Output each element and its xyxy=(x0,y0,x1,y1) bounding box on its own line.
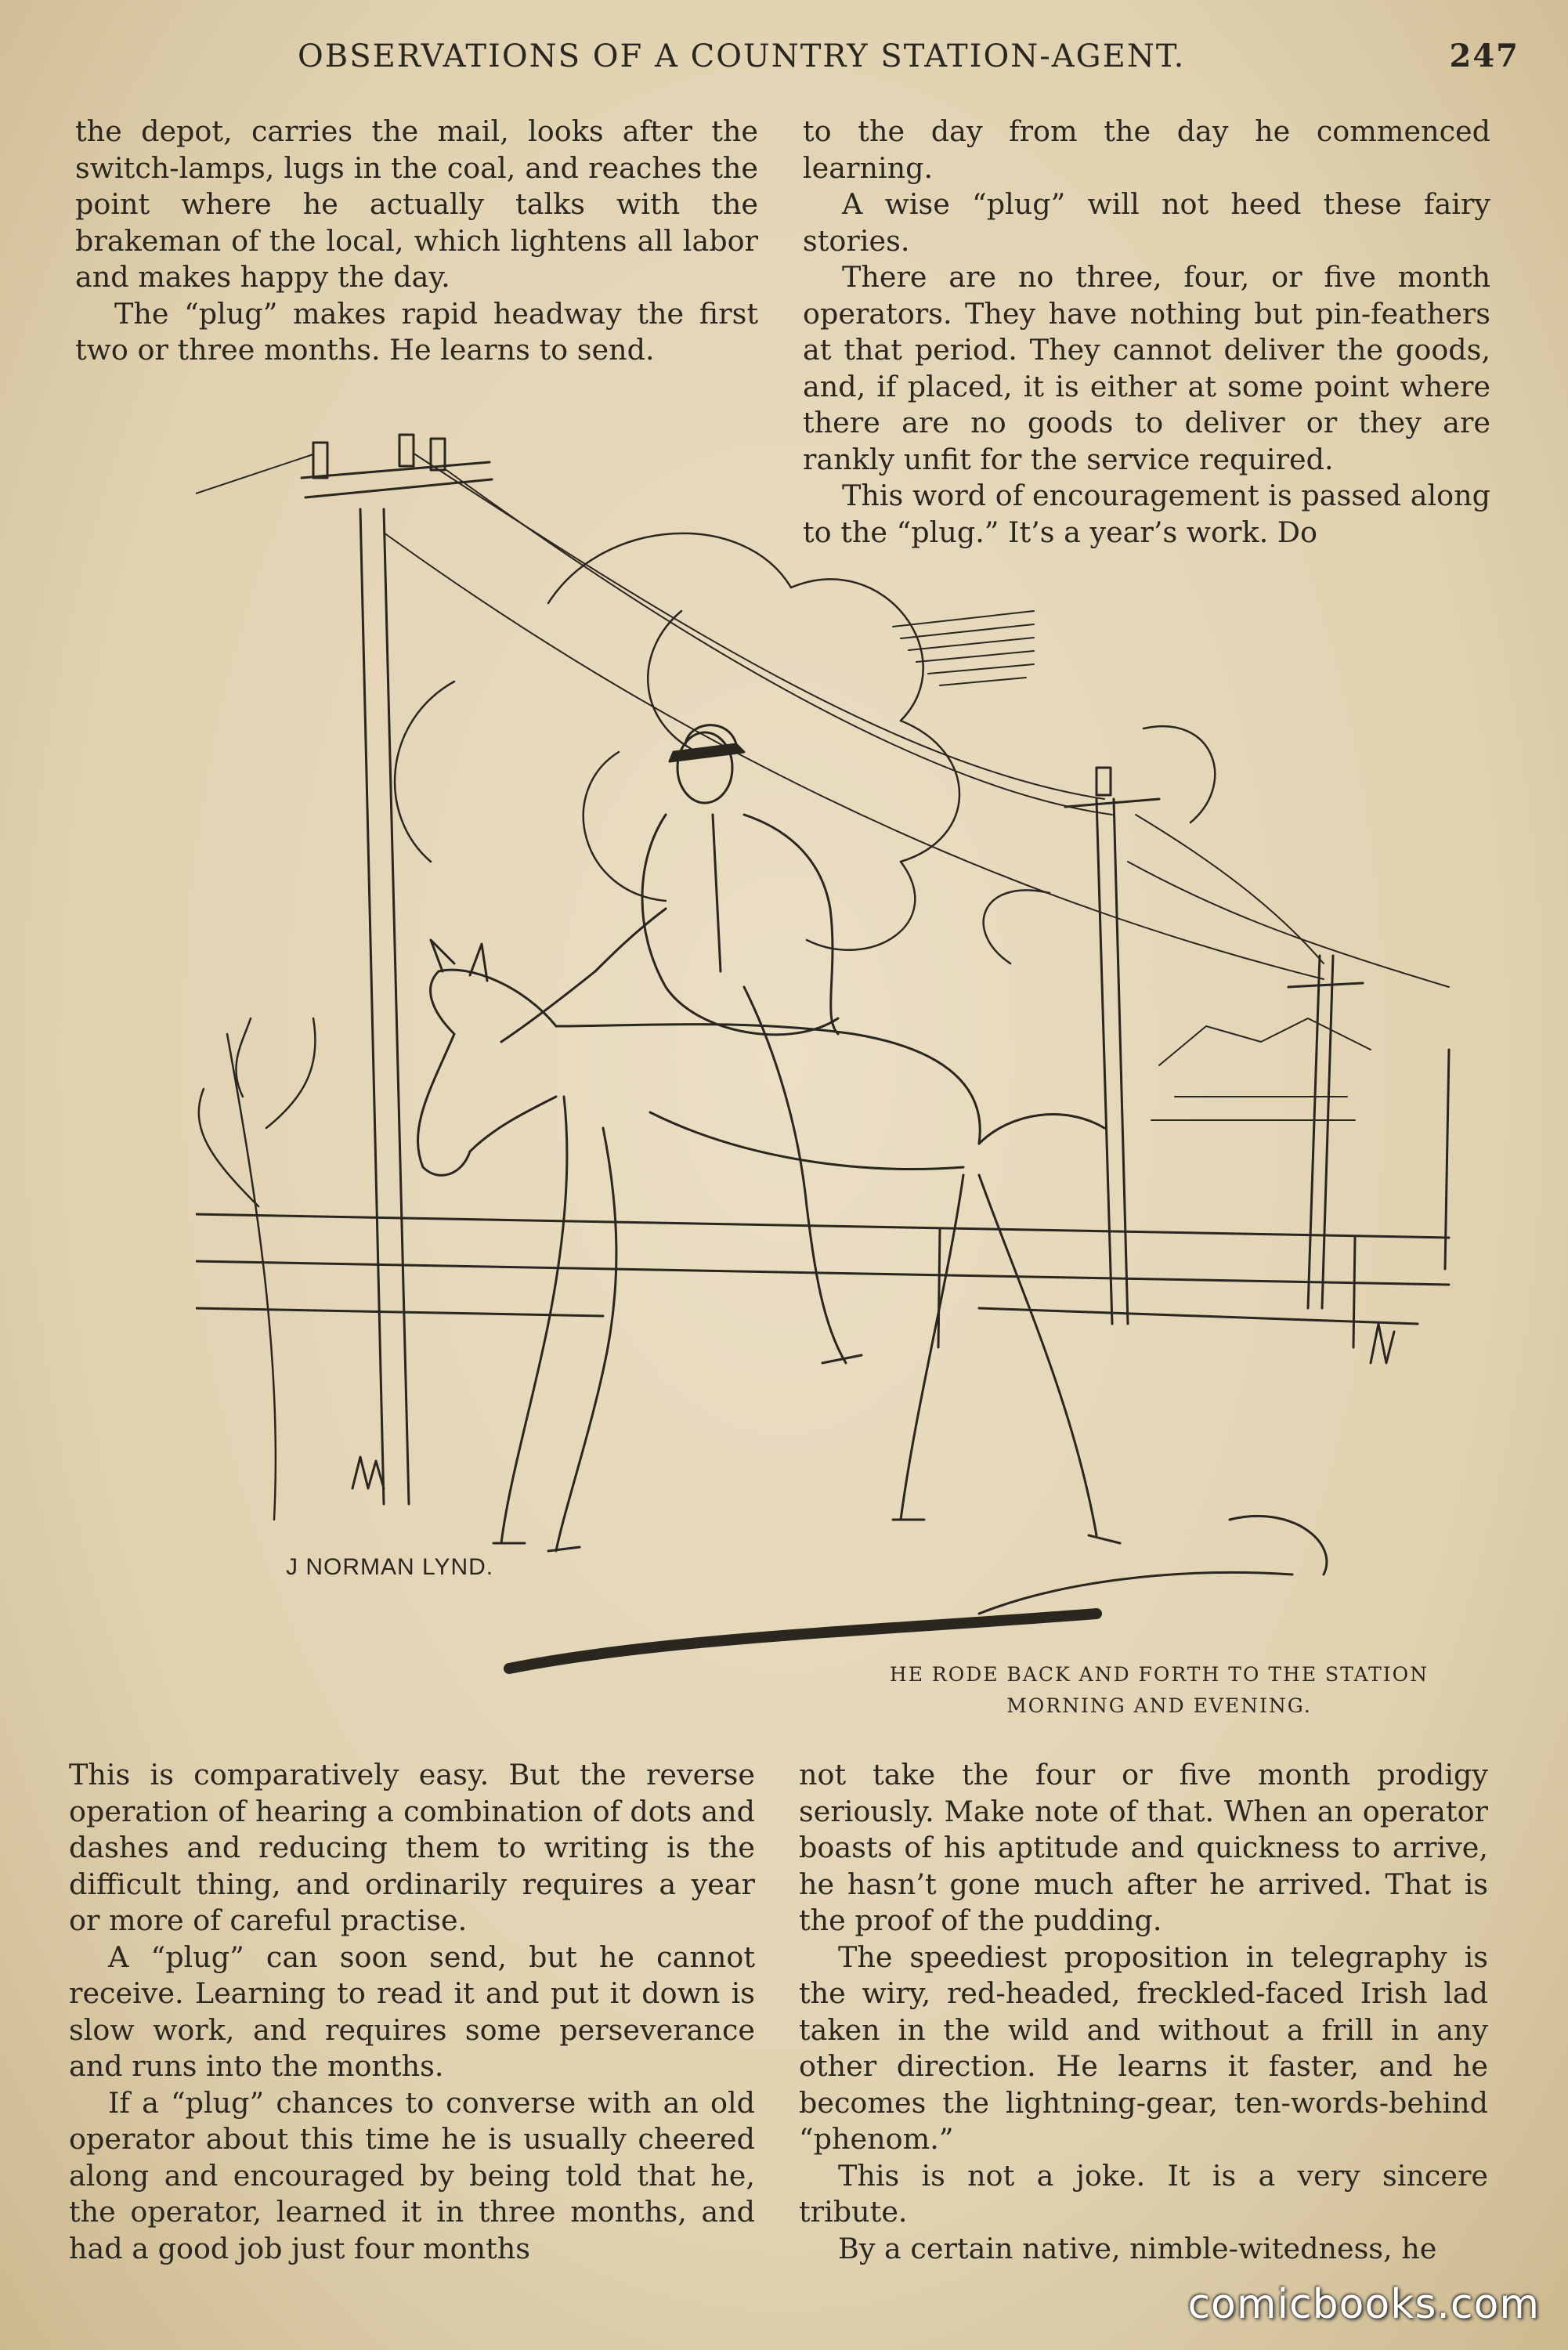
illustration xyxy=(196,423,1465,1716)
paragraph: The speediest proposition in telegraphy is the wiry, red-headed, freckled-faced Irish lad taken in the wild and without a frill in any other direction. He learns it faster, and he becomes the lightning-gear, ten-words-behind “phenom.” xyxy=(799,1940,1488,2156)
paragraph: not take the four or five month prodigy seriously. Make note of that. When an operator boasts of his aptitude and quickness to arrive, he hasn’t gone much after he arrived. That is the proof of the pudding. xyxy=(799,1758,1488,1937)
paragraph: There are no three, four, or five month operators. They have nothing but pin-feathers at that period. They cannot deliver the goods, and, if placed, it is either at some point where there are no goods to deliver or they are rankly unfit for the service required. xyxy=(803,260,1490,476)
caption-line: HE RODE BACK AND FORTH TO THE STATION xyxy=(889,1663,1429,1686)
paragraph: to the day from the day he commenced learning. xyxy=(803,114,1490,185)
caption-line: MORNING AND EVENING. xyxy=(1006,1694,1312,1717)
paragraph: the depot, carries the mail, looks after the switch-lamps, lugs in the coal, and reaches the point where he actually talks with the brakeman of the local, which lightens all labor and makes happy the day. xyxy=(75,114,758,294)
top-left-column xyxy=(75,114,758,369)
figure-caption xyxy=(830,1659,1488,1722)
running-head xyxy=(298,33,1519,80)
distant-farm xyxy=(1151,1018,1371,1120)
artist-signature: J NORMAN LYND. xyxy=(286,1554,494,1580)
paragraph: If a “plug” chances to converse with an old operator about this time he is usually cheered along and encouraged by being told that he, the operator, learned it in three months, and had a good job just four months xyxy=(69,2085,755,2265)
bottom-right-column xyxy=(799,1757,1488,2267)
paragraph: A wise “plug” will not heed these fairy stories. xyxy=(803,187,1490,258)
paragraph: The “plug” makes rapid headway the first two or three months. He learns to send. xyxy=(75,296,758,367)
fence xyxy=(196,1214,1449,1347)
paragraph: A “plug” can soon send, but he cannot receive. Learning to read it and put it down is slow work, and requires some perseverance and runs into the months. xyxy=(69,1940,755,2083)
running-title: OBSERVATIONS OF A COUNTRY STATION-AGENT. xyxy=(298,38,1186,74)
site-watermark: comicbooks.com xyxy=(1187,2281,1540,2328)
page-number: 247 xyxy=(1449,38,1519,74)
bare-tree xyxy=(199,1018,316,1520)
paragraph: By a certain native, nimble-witedness, he xyxy=(838,2231,1437,2265)
paragraph: This is not a joke. It is a very sincere tribute. xyxy=(799,2158,1488,2229)
paragraph: This word of encouragement is passed along to the “plug.” It’s a year’s work. Do xyxy=(803,479,1490,549)
clouds xyxy=(395,533,1215,964)
paragraph: This is comparatively easy. But the reverse operation of hearing a combination of dots and dashes and reducing them to writing is the difficult thing, and ordinarily requires a year or more of careful practise. xyxy=(69,1758,755,1937)
sky-hatching xyxy=(893,611,1034,685)
horse xyxy=(418,940,1120,1551)
bottom-left-column xyxy=(69,1757,755,2267)
